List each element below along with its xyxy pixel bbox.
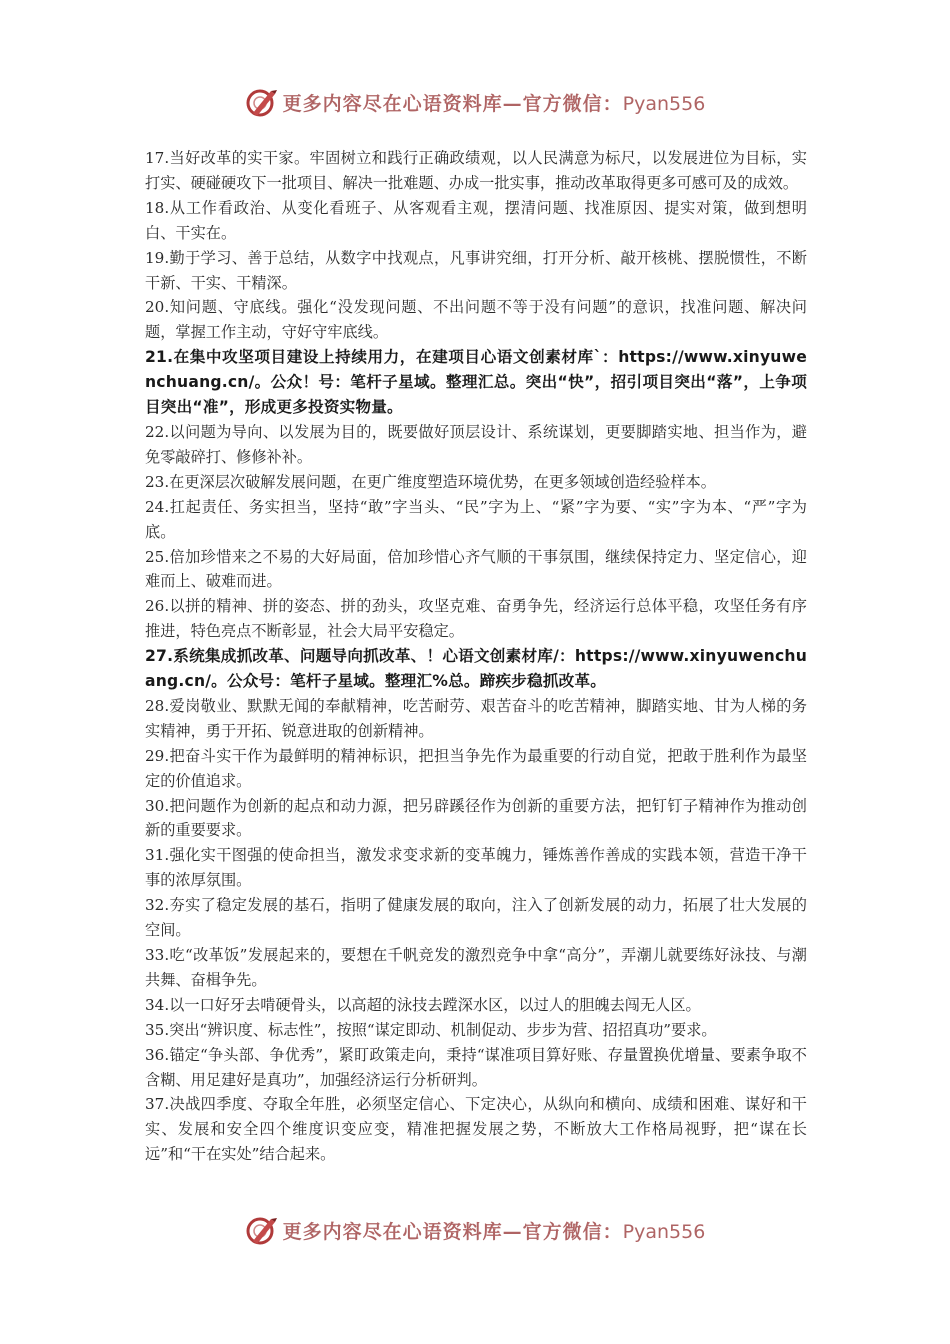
- header-banner-text: 更多内容尽在心语资料库—官方微信：Pyan556: [282, 92, 706, 115]
- paragraph-24: 24.扛起责任、务实担当，坚持“敢”字当头、“民”字为上、“紧”字为要、“实”字为本、“严”字为底。: [145, 497, 807, 541]
- paragraph-20: 20.知问题、守底线。强化“没发现问题、不出问题不等于没有问题”的意识，找准问题、解决问题，掌握工作主动，守好守牢底线。: [145, 298, 807, 342]
- paragraph-37: 37.决战四季度、夺取全年胜，必须坚定信心、下定决心，从纵向和横向、成绩和困难、谋好和干实、发展和安全四个维度识变应变，精准把握发展之势，不断放大工作格局视野，把“谋在长远”和“干在实处”结合起来。: [145, 1095, 807, 1164]
- paragraph-17: 17.当好改革的实干家。牢固树立和践行正确政绩观，以人民满意为标尺，以发展进位为目标，实打实、硬碰硬攻下一批项目、解决一批难题、办成一批实事，推动改革取得更多可感可及的成效。: [145, 149, 807, 192]
- paragraph-33: 33.吃“改革饭”发展起来的，要想在千帆竞发的激烈竞争中拿“高分”，弄潮儿就要练好泳技、与潮共舞、奋楫争先。: [145, 946, 807, 989]
- footer-banner: [0, 1210, 950, 1250]
- paragraph-31: 31.强化实干图强的使命担当，激发求变求新的变革魄力，锤炼善作善成的实践本领，营造干净干事的浓厚氛围。: [145, 846, 807, 890]
- paragraph-36: 36.锚定“争头部、争优秀”，紧盯政策走向，秉持“谋准项目算好账、存量置换优增量、要素争取不含糊、用足建好是真功”，加强经济运行分析研判。: [145, 1045, 807, 1089]
- paragraph-25: 25.倍加珍惜来之不易的大好局面，倍加珍惜心齐气顺的干事氛围，继续保持定力、坚定信心，迎难而上、破难而进。: [145, 547, 807, 591]
- footer-wechat-id: Pyan556: [622, 1220, 706, 1243]
- paragraph-18: 18.从工作看政治、从变化看班子、从客观看主观，摆清问题、找准原因、提实对策，做到想明白、干实在。: [145, 198, 807, 242]
- document-body: [145, 146, 807, 1167]
- header-banner: [0, 82, 950, 122]
- paragraph-27-promo: 27.系统集成抓改革、问题导向抓改革、！心语文创素材库/：https://www.xinyuwenchuang.cn/。公众号：笔杆子星域。整理汇%总。蹄疾步稳抓改革。: [145, 647, 807, 691]
- paragraph-22: 22.以问题为导向、以发展为目的，既要做好顶层设计、系统谋划，更要脚踏实地、担当作为，避免零敲碎打、修修补补。: [145, 422, 807, 466]
- paragraph-32: 32.夯实了稳定发展的基石，指明了健康发展的取向，注入了创新发展的动力，拓展了壮大发展的空间。: [145, 896, 807, 940]
- paragraph-26: 26.以拼的精神、拼的姿态、拼的劲头，攻坚克难、奋勇争先，经济运行总体平稳，攻坚任务有序推进，特色亮点不断彰显，社会大局平安稳定。: [145, 597, 807, 641]
- paragraph-19: 19.勤于学习、善于总结，从数字中找观点，凡事讲究细，打开分析、敲开核桃、摆脱惯性，不断干新、干实、干精深。: [145, 248, 807, 292]
- paragraph-34: 34.以一口好牙去啃硬骨头，以高超的泳技去蹚深水区，以过人的胆魄去闯无人区。: [145, 995, 701, 1014]
- pen-logo-icon: [245, 85, 279, 119]
- paragraph-28: 28.爱岗敬业、默默无闻的奉献精神，吃苦耐劳、艰苦奋斗的吃苦精神，脚踏实地、甘为人梯的务实精神，勇于开拓、锐意进取的创新精神。: [145, 696, 807, 740]
- paragraph-30: 30.把问题作为创新的起点和动力源，把另辟蹊径作为创新的重要方法，把钉钉子精神作为推动创新的重要要求。: [145, 796, 807, 840]
- paragraph-29: 29.把奋斗实干作为最鲜明的精神标识，把担当争先作为最重要的行动自觉，把敢于胜利作为最坚定的价值追求。: [145, 746, 807, 790]
- pen-logo-icon: [245, 1213, 279, 1247]
- paragraph-35: 35.突出“辨识度、标志性”，按照“谋定即动、机制促动、步步为营、招招真功”要求。: [145, 1020, 717, 1039]
- header-wechat-id: Pyan556: [622, 92, 706, 115]
- paragraph-23: 23.在更深层次破解发展问题，在更广维度塑造环境优势，在更多领域创造经验样本。: [145, 472, 716, 491]
- paragraph-21-promo: 21.在集中攻坚项目建设上持续用力，在建项目心语文创素材库`：https://www.xinyuwenchuang.cn/。公众！号：笔杆子星域。整理汇总。突出“快”，招引项目突出“落”，上争项目突出“准”，形成更多投资实物量。: [145, 348, 807, 417]
- footer-banner-text: 更多内容尽在心语资料库—官方微信：Pyan556: [282, 1220, 706, 1243]
